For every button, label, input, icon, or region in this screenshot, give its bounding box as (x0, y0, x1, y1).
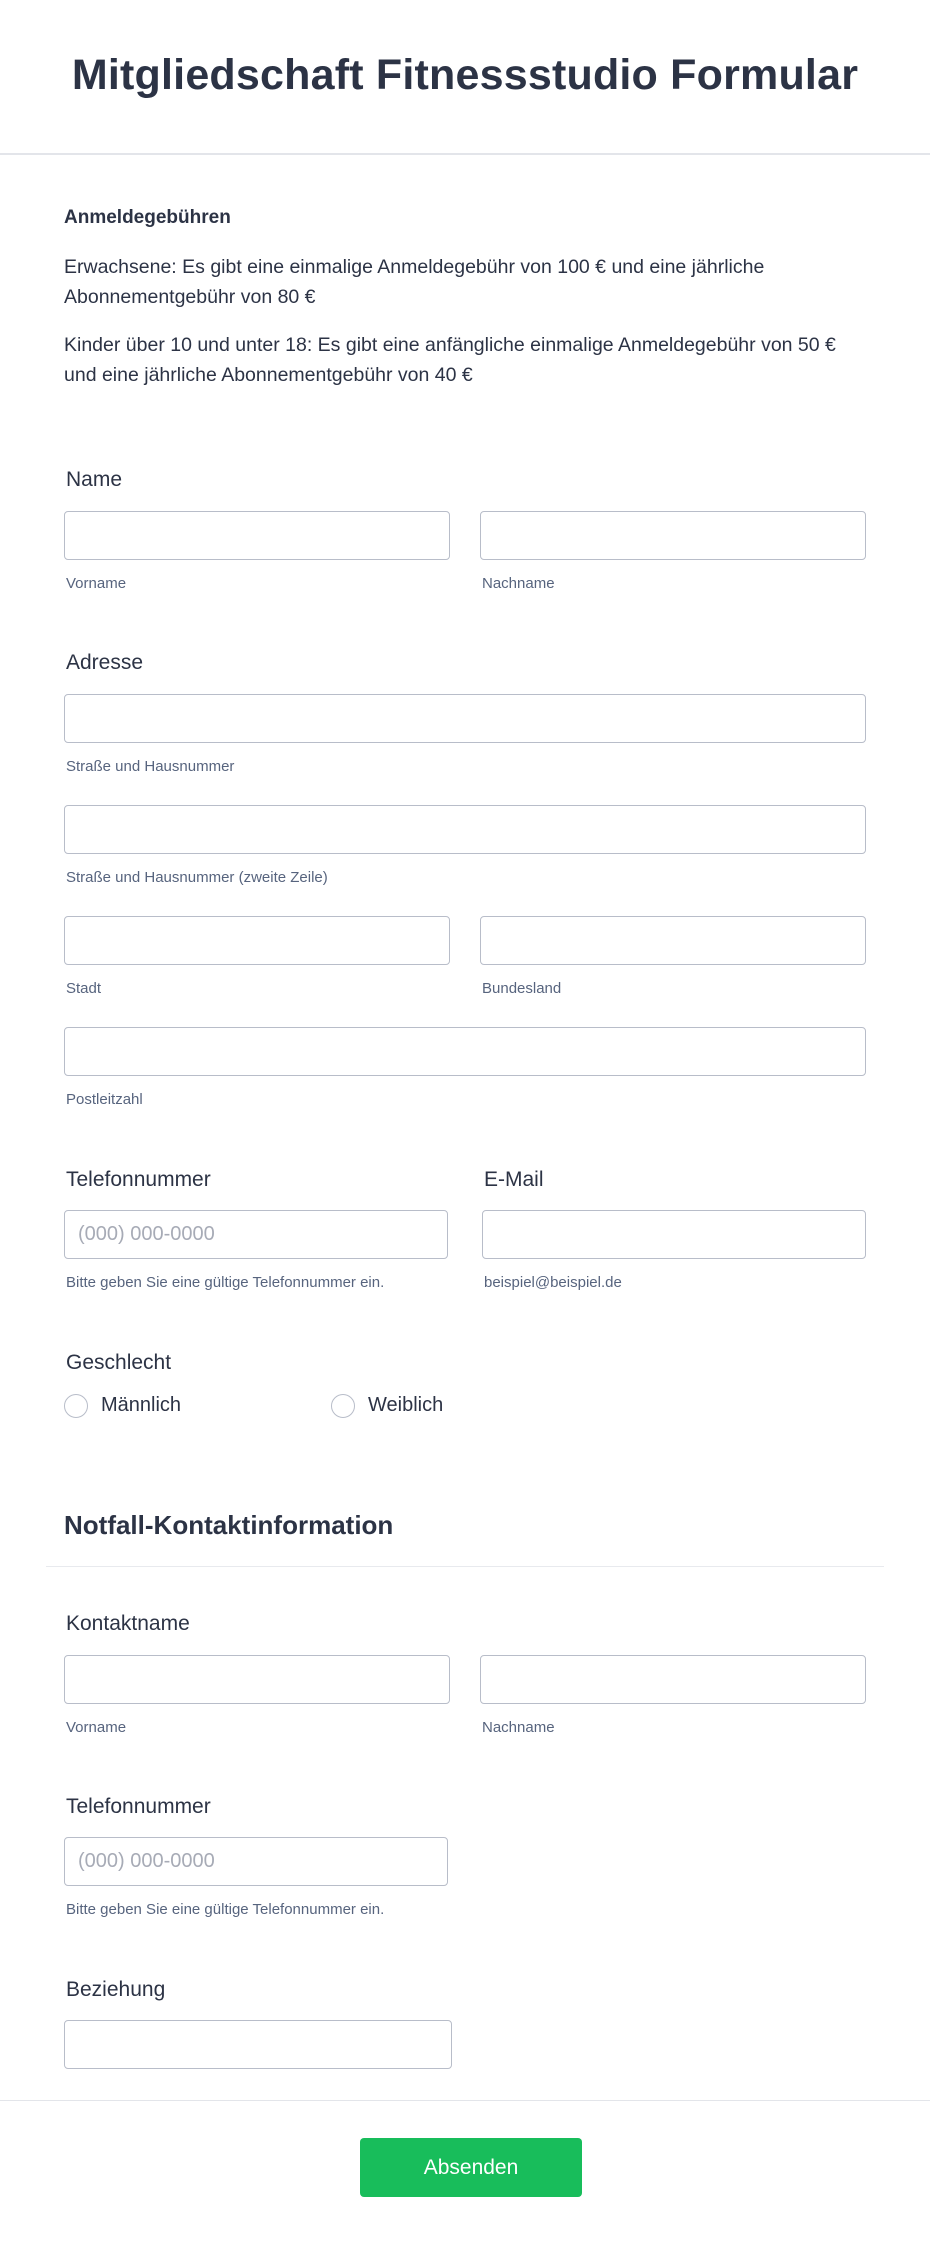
street2-input[interactable] (64, 805, 866, 854)
relation-label: Beziehung (66, 1978, 166, 2001)
state-sublabel: Bundesland (482, 980, 562, 997)
gender-male-radio[interactable] (64, 1394, 88, 1418)
first-name-sublabel: Vorname (66, 575, 127, 592)
contact-phone-input[interactable] (64, 1837, 448, 1886)
contact-first-name-input[interactable] (64, 1655, 450, 1704)
fees-adults-text: Erwachsene: Es gibt eine einmalige Anmeldegebühr von 100 € und eine jährliche Abonnementgebühr von 80 € (64, 256, 765, 308)
city-sublabel: Stadt (66, 980, 102, 997)
contact-last-name-sublabel: Nachname (482, 1719, 555, 1736)
form-title: Mitgliedschaft Fitnessstudio Formular (71, 51, 859, 99)
city-input[interactable] (64, 916, 450, 965)
phone-label: Telefonnummer (66, 1168, 211, 1191)
first-name-input[interactable] (64, 511, 450, 560)
contact-phone-placeholder: (000) 000-0000 (78, 1850, 215, 1872)
emergency-section-title: Notfall-Kontaktinformation (64, 1510, 394, 1540)
form-header (0, 0, 930, 155)
contact-last-name-input[interactable] (480, 1655, 866, 1704)
email-sublabel: beispiel@beispiel.de (484, 1274, 622, 1291)
contact-phone-sublabel: Bitte geben Sie eine gültige Telefonnummer ein. (66, 1901, 385, 1918)
last-name-sublabel: Nachname (482, 575, 555, 592)
contact-name-label: Kontaktname (66, 1612, 190, 1635)
street1-input[interactable] (64, 694, 866, 743)
street2-sublabel: Straße und Hausnummer (zweite Zeile) (66, 869, 328, 886)
name-label: Name (66, 468, 123, 491)
fees-children-text: Kinder über 10 und unter 18: Es gibt eine anfängliche einmalige Anmeldegebühr von 50 € und eine jährliche Abonnementgebühr von 40 € (64, 334, 836, 386)
gender-female-radio[interactable] (331, 1394, 355, 1418)
phone-placeholder: (000) 000-0000 (78, 1223, 215, 1245)
fees-heading: Anmeldegebühren (64, 207, 231, 228)
section-divider (46, 1566, 884, 1567)
phone-input[interactable] (64, 1210, 448, 1259)
email-input[interactable] (482, 1210, 866, 1259)
address-label: Adresse (66, 651, 144, 674)
submit-button[interactable]: Absenden (360, 2138, 582, 2197)
gender-label: Geschlecht (66, 1351, 172, 1374)
last-name-input[interactable] (480, 511, 866, 560)
state-input[interactable] (480, 916, 866, 965)
contact-first-name-sublabel: Vorname (66, 1719, 127, 1736)
gender-male-label[interactable]: Männlich (101, 1394, 182, 1416)
street1-sublabel: Straße und Hausnummer (66, 758, 235, 775)
zip-sublabel: Postleitzahl (66, 1091, 143, 1108)
email-label: E-Mail (484, 1168, 544, 1191)
zip-input[interactable] (64, 1027, 866, 1076)
footer-divider (0, 2100, 930, 2101)
phone-sublabel: Bitte geben Sie eine gültige Telefonnummer ein. (66, 1274, 385, 1291)
gender-female-label[interactable]: Weiblich (368, 1394, 444, 1416)
contact-phone-label: Telefonnummer (66, 1795, 211, 1818)
relation-input[interactable] (64, 2020, 452, 2069)
